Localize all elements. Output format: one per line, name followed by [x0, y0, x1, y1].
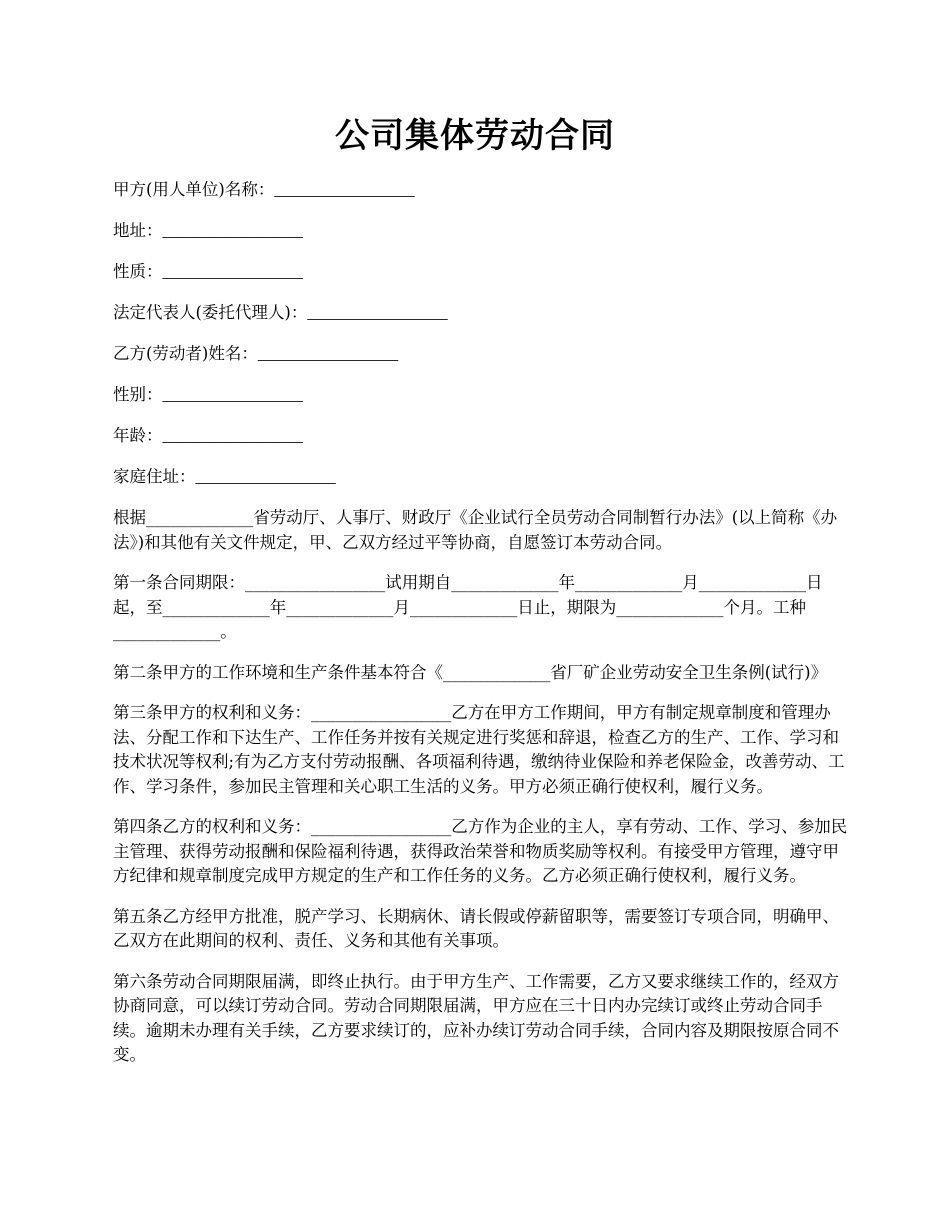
article-6-paragraph: 第六条劳动合同期限届满，即终止执行。由于甲方生产、工作需要，乙方又要求继续工作的，经双方协商同意，可以续订劳动合同。劳动合同期限届满，甲方应在三十日内办完续订或终止劳动合同手续。逾期未办理有关手续，乙方要求续订的，应补办续订劳动合同手续，合同内容及期限按原合同不变。	[113, 971, 839, 1064]
field-blank: _________________	[257, 344, 399, 363]
field-blank: _________________	[162, 221, 303, 240]
field-home-address	[113, 465, 849, 489]
article-5-paragraph: 第五条乙方经甲方批准，脱产学习、长期病休、请长假或停薪留职等，需要签订专项合同，明确甲、乙双方在此期间的权利、责任、义务和其他有关事项。	[113, 906, 839, 950]
field-label: 乙方(劳动者)姓名：	[113, 344, 258, 363]
field-blank: _________________	[162, 262, 303, 281]
field-label: 甲方(用人单位)名称：	[113, 180, 275, 199]
field-label: 法定代表人(委托代理人)：	[113, 303, 308, 322]
field-employee-name	[113, 342, 849, 366]
field-employer-name	[113, 178, 849, 202]
field-gender	[113, 383, 849, 407]
field-label: 性质：	[113, 262, 163, 281]
field-label: 家庭住址：	[113, 467, 196, 486]
article-1-paragraph: 第一条合同期限：_________________试用期自_____________年_____________月_____________日起，至_____________年_____________月_____________日止，期限为_____________个月。工种_____________。	[113, 573, 823, 641]
field-blank: _________________	[274, 180, 415, 199]
article-2-paragraph: 第二条甲方的工作环境和生产条件基本符合《_____________省厂矿企业劳动安全卫生条例(试行)》	[113, 662, 828, 682]
document-body	[113, 178, 849, 1084]
field-blank: _________________	[162, 426, 303, 445]
field-address	[113, 219, 849, 243]
field-label: 年龄：	[113, 426, 163, 445]
field-nature	[113, 260, 849, 284]
preamble-paragraph: 根据_____________省劳动厅、人事厅、财政厅《企业试行全员劳动合同制暂行办法》(以上简称《办法》)和其他有关文件规定，甲、乙双方经过平等协商，自愿签订本劳动合同。	[113, 508, 838, 552]
field-legal-representative	[113, 301, 849, 325]
article-3-paragraph: 第三条甲方的权利和义务：_________________乙方在甲方工作期间，甲方有制定规章制度和管理办法、分配工作和下达生产、工作任务并按有关规定进行奖惩和辞退，检查乙方的生产、工作、学习和技术状况等权利;有为乙方支付劳动报酬、各项福利待遇，缴纳待业保险和养老保险金，改善劳动、工作、学习条件，参加民主管理和关心职工生活的义务。甲方必须正确行使权利，履行义务。	[113, 703, 845, 796]
field-blank: _________________	[307, 303, 448, 322]
field-blank: _________________	[195, 467, 336, 486]
field-blank: _________________	[162, 385, 303, 404]
field-label: 地址：	[113, 221, 163, 240]
page-title: 公司集体劳动合同	[335, 116, 615, 156]
field-age	[113, 424, 849, 448]
field-label: 性别：	[113, 385, 163, 404]
article-4-paragraph: 第四条乙方的权利和义务：_________________乙方作为企业的主人，享有劳动、工作、学习、参加民主管理、获得劳动报酬和保险福利待遇，获得政治荣誉和物质奖励等权利。有接受甲方管理，遵守甲方纪律和规章制度完成甲方规定的生产和工作任务的义务。乙方必须正确行使权利，履行义务。	[113, 817, 848, 885]
